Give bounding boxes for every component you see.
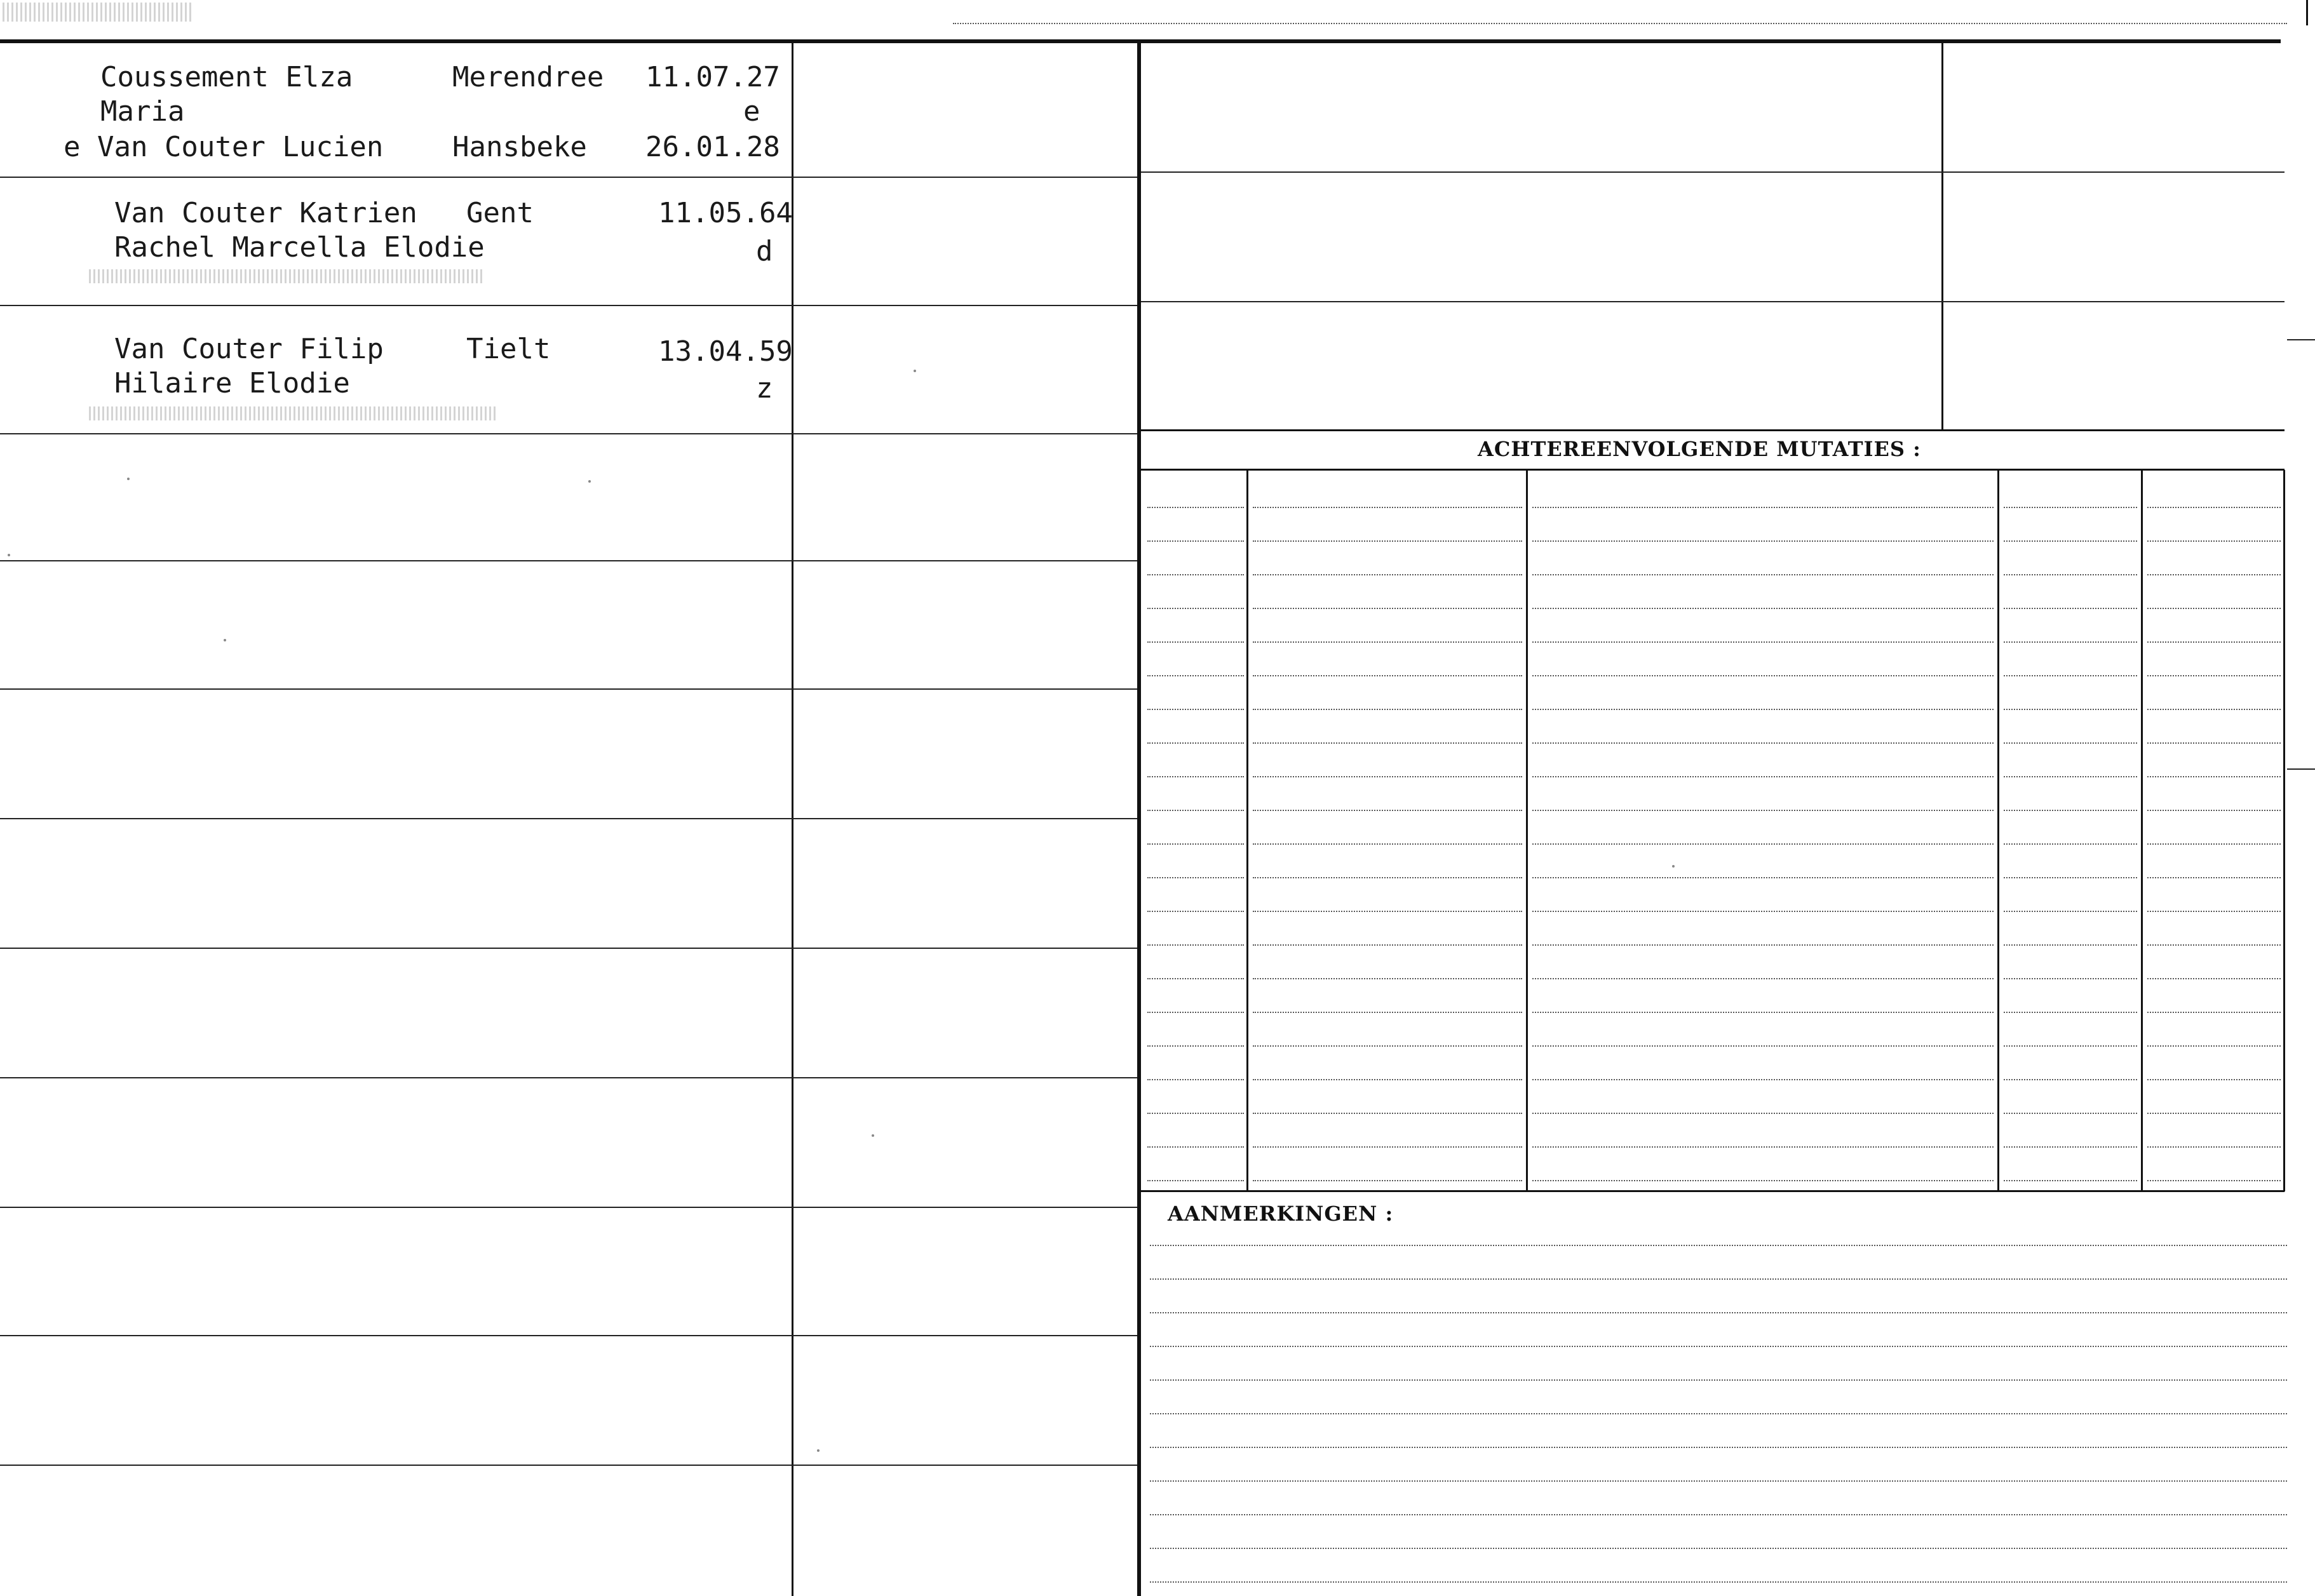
mutations-bottom-rule (1141, 1190, 2285, 1192)
mutation-ruling (2147, 843, 2281, 845)
mutation-ruling (1147, 944, 1244, 946)
mutation-ruling (1253, 742, 1522, 744)
mutation-ruling (2147, 776, 2281, 777)
mutation-ruling (2147, 877, 2281, 878)
mutation-ruling (2004, 776, 2137, 777)
row-sep-5 (0, 688, 1137, 690)
mutation-ruling (1147, 1180, 1244, 1181)
mutation-ruling (2147, 540, 2281, 542)
mutation-ruling (1532, 944, 1994, 946)
mutation-ruling (1253, 1180, 1522, 1181)
mutation-ruling (2004, 1146, 2137, 1148)
row-sep-1 (0, 177, 1137, 178)
remark-ruling (1150, 1581, 2287, 1583)
right-row-sep-1 (1141, 171, 2285, 173)
mutation-ruling (1147, 641, 1244, 643)
mutation-ruling (1532, 810, 1994, 811)
center-divider (1137, 41, 1141, 1596)
remark-ruling (1150, 1447, 2287, 1448)
row-sep-8 (0, 1077, 1137, 1078)
scan-smudge (89, 269, 483, 283)
mutation-ruling (1147, 877, 1244, 878)
mutation-ruling (1253, 540, 1522, 542)
mutation-ruling (2004, 877, 2137, 878)
mutation-ruling (1147, 574, 1244, 575)
mutation-ruling (2147, 978, 2281, 979)
entry-code: d (756, 235, 773, 267)
entry-name-line2: Maria (100, 95, 185, 128)
mutation-ruling (1253, 1079, 1522, 1080)
mutation-ruling (1253, 944, 1522, 946)
mutation-ruling (1253, 810, 1522, 811)
mutation-ruling (2147, 574, 2281, 575)
mutation-ruling (1253, 911, 1522, 912)
mutation-ruling (1253, 978, 1522, 979)
mutation-ruling (1147, 507, 1244, 508)
mutations-col-5 (2283, 470, 2285, 1191)
mutation-ruling (1532, 641, 1994, 643)
mutation-ruling (2147, 944, 2281, 946)
mutation-ruling (1253, 574, 1522, 575)
mutation-ruling (1532, 709, 1994, 710)
scan-speck (1672, 865, 1675, 868)
entry-name-line1: Van Couter Katrien (114, 197, 417, 229)
mutation-ruling (2004, 978, 2137, 979)
mutation-ruling (1147, 1113, 1244, 1114)
mutation-ruling (1147, 978, 1244, 979)
mutation-ruling (1147, 810, 1244, 811)
mutation-ruling (2004, 1079, 2137, 1080)
mutation-ruling (1147, 675, 1244, 676)
top-right-tick (2306, 0, 2308, 25)
margin-tick-2 (2287, 768, 2315, 770)
mutations-col-1 (1246, 470, 1248, 1191)
mutation-ruling (2147, 911, 2281, 912)
mutation-ruling (2147, 810, 2281, 811)
remark-ruling (1150, 1480, 2287, 1482)
mutation-ruling (1532, 1180, 1994, 1181)
scan-speck (588, 480, 591, 483)
mutation-ruling (1147, 709, 1244, 710)
scan-speck (224, 639, 226, 641)
mutation-ruling (1253, 877, 1522, 878)
remark-ruling (1150, 1278, 2287, 1280)
mutation-ruling (1532, 843, 1994, 845)
mutation-ruling (1253, 507, 1522, 508)
mutation-ruling (2147, 1146, 2281, 1148)
top-dotted-rule (953, 23, 2287, 24)
entry-place1: Tielt (466, 333, 551, 365)
entry-date1: 11.07.27 (645, 61, 780, 93)
remark-ruling (1150, 1312, 2287, 1313)
mutation-ruling (1532, 877, 1994, 878)
mutation-ruling (1253, 1045, 1522, 1047)
row-sep-11 (0, 1465, 1137, 1466)
mutation-ruling (2004, 1180, 2137, 1181)
row-sep-6 (0, 818, 1137, 819)
remarks-header: AANMERKINGEN : (1168, 1202, 1394, 1226)
mutation-ruling (2147, 608, 2281, 609)
scan-speck (914, 370, 916, 372)
mutation-ruling (2004, 507, 2137, 508)
mutation-ruling (1532, 1045, 1994, 1047)
entry-name-line2: Hilaire Elodie (114, 367, 350, 399)
mutation-ruling (1147, 776, 1244, 777)
entry-code: e (743, 95, 760, 128)
row-sep-2 (0, 305, 1137, 306)
mutation-ruling (2147, 1012, 2281, 1013)
margin-tick-1 (2287, 339, 2315, 340)
mutation-ruling (2147, 641, 2281, 643)
mutation-ruling (1253, 709, 1522, 710)
mutation-ruling (2147, 742, 2281, 744)
mutation-ruling (1147, 1045, 1244, 1047)
entry-date1: 13.04.59 (658, 335, 793, 368)
mutation-ruling (2147, 1113, 2281, 1114)
entry-name-line2: Rachel Marcella Elodie (114, 231, 485, 264)
mutation-ruling (2147, 1079, 2281, 1080)
scan-speck (817, 1449, 820, 1452)
mutation-ruling (2004, 574, 2137, 575)
mutation-ruling (1253, 675, 1522, 676)
mutation-ruling (1147, 1012, 1244, 1013)
remark-ruling (1150, 1245, 2287, 1246)
remark-ruling (1150, 1548, 2287, 1549)
scan-speck (872, 1134, 874, 1137)
mutation-ruling (1253, 1113, 1522, 1114)
mutation-ruling (1532, 776, 1994, 777)
mutation-ruling (1147, 540, 1244, 542)
mutation-ruling (1532, 911, 1994, 912)
entry-name-line1: Coussement Elza (100, 61, 353, 93)
mutation-ruling (1147, 843, 1244, 845)
mutation-ruling (1532, 574, 1994, 575)
mutation-ruling (2004, 540, 2137, 542)
entry-name-line3: e Van Couter Lucien (64, 131, 384, 163)
remark-ruling (1150, 1346, 2287, 1347)
row-sep-7 (0, 948, 1137, 949)
mutation-ruling (1532, 675, 1994, 676)
mutation-ruling (2004, 709, 2137, 710)
scan-smudge (3, 3, 193, 22)
mutation-ruling (2004, 810, 2137, 811)
mutation-ruling (2004, 1012, 2137, 1013)
mutation-ruling (2147, 709, 2281, 710)
scan-speck (8, 554, 10, 556)
mutation-ruling (1253, 776, 1522, 777)
row-sep-10 (0, 1335, 1137, 1336)
entry-place2: Hansbeke (452, 131, 587, 163)
mutation-ruling (2004, 1113, 2137, 1114)
mutation-ruling (2004, 843, 2137, 845)
mutation-ruling (2004, 608, 2137, 609)
remark-ruling (1150, 1514, 2287, 1515)
entry-place1: Merendree (452, 61, 604, 93)
mutation-ruling (1532, 978, 1994, 979)
mutation-ruling (1532, 1079, 1994, 1080)
row-sep-3 (0, 433, 1137, 434)
mutation-ruling (2004, 742, 2137, 744)
mutations-header: ACHTEREENVOLGENDE MUTATIES : (1478, 437, 1921, 461)
mutation-ruling (2004, 911, 2137, 912)
right-row-sep-3 (1141, 429, 2285, 431)
mutation-ruling (1532, 1113, 1994, 1114)
mutation-ruling (1147, 1079, 1244, 1080)
mutations-col-3 (1997, 470, 1999, 1191)
mutation-ruling (1532, 1012, 1994, 1013)
scan-smudge (89, 406, 496, 420)
mutation-ruling (1253, 1146, 1522, 1148)
mutations-col-2 (1526, 470, 1528, 1191)
entry-place1: Gent (466, 197, 534, 229)
remark-ruling (1150, 1413, 2287, 1414)
mutations-top-rule (1141, 469, 2285, 471)
mutation-ruling (2147, 675, 2281, 676)
mutation-ruling (1147, 742, 1244, 744)
mutation-ruling (2147, 507, 2281, 508)
entry-code: z (756, 372, 773, 405)
mutation-ruling (1147, 608, 1244, 609)
scan-speck (127, 478, 130, 480)
mutation-ruling (2004, 675, 2137, 676)
mutations-col-4 (2141, 470, 2143, 1191)
mutation-ruling (1253, 843, 1522, 845)
entry-name-line1: Van Couter Filip (114, 333, 384, 365)
remark-ruling (1150, 1379, 2287, 1381)
entry-date2: 26.01.28 (645, 131, 780, 163)
mutation-ruling (1147, 911, 1244, 912)
mutation-ruling (1253, 1012, 1522, 1013)
mutation-ruling (1532, 742, 1994, 744)
mutation-ruling (1253, 641, 1522, 643)
mutation-ruling (2004, 1045, 2137, 1047)
right-upper-divider (1941, 41, 1943, 429)
top-edge-strip (0, 0, 2315, 25)
mutation-ruling (2004, 641, 2137, 643)
mutation-ruling (1532, 1146, 1994, 1148)
mutation-ruling (2147, 1045, 2281, 1047)
mutation-ruling (2147, 1180, 2281, 1181)
mutation-ruling (2004, 944, 2137, 946)
mutation-ruling (1147, 1146, 1244, 1148)
row-sep-4 (0, 560, 1137, 561)
mutation-ruling (1532, 540, 1994, 542)
mutation-ruling (1532, 608, 1994, 609)
entry-date1: 11.05.64 (658, 197, 793, 229)
mutation-ruling (1532, 507, 1994, 508)
row-sep-9 (0, 1207, 1137, 1208)
right-row-sep-2 (1141, 301, 2285, 302)
mutation-ruling (1253, 608, 1522, 609)
